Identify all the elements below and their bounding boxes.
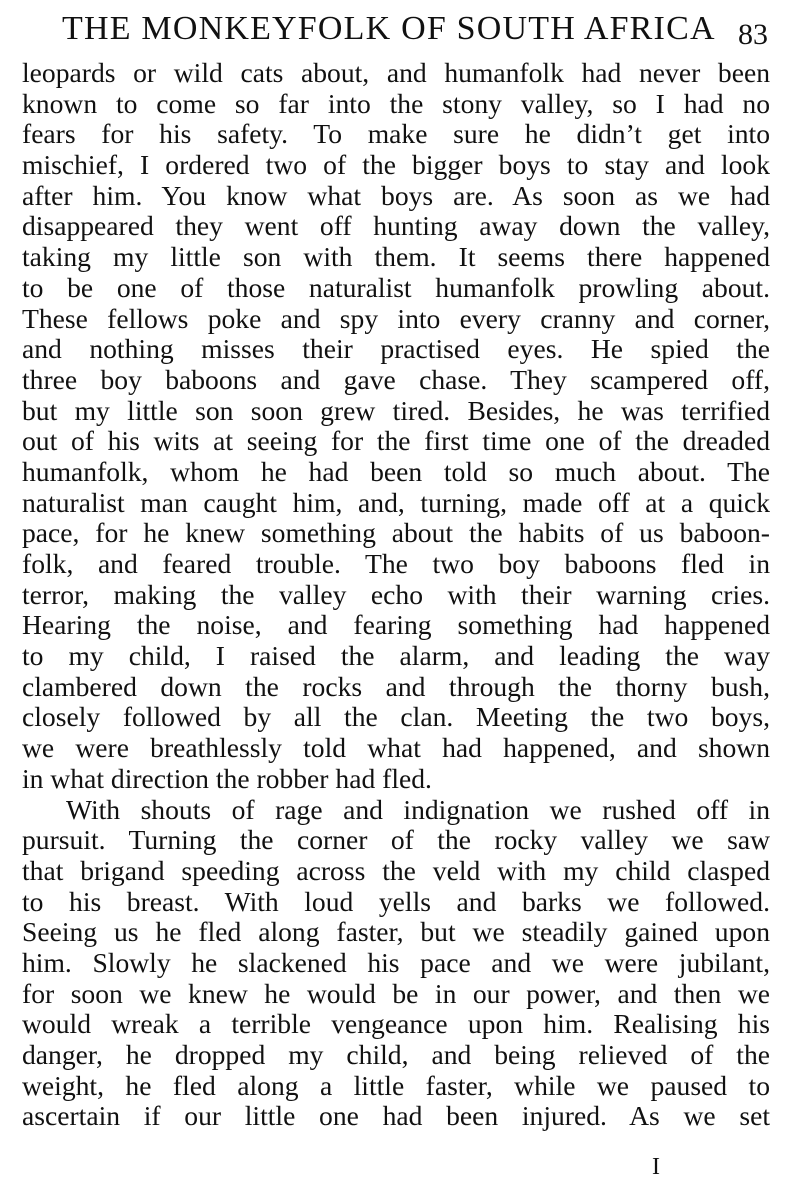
text-line: weight, he fled along a little faster, while we paused to	[22, 1070, 770, 1101]
text-line: Hearing the noise, and fearing something had happened	[22, 610, 770, 641]
text-line: pace, for he knew something about the habits of us baboon-	[22, 518, 770, 549]
page-number: 83	[738, 18, 768, 51]
text-line: we were breathlessly told what had happened, and shown	[22, 733, 770, 764]
text-line: taking my little son with them. It seems there happened	[22, 242, 770, 273]
text-line: terror, making the valley echo with their warning cries.	[22, 579, 770, 610]
text-line: mischief, I ordered two of the bigger boys to stay and look	[22, 150, 770, 181]
text-line: folk, and feared trouble. The two boy baboons fled in	[22, 549, 770, 579]
paragraph-2	[22, 795, 770, 1133]
text-line: to be one of those naturalist humanfolk prowling about.	[22, 272, 770, 303]
text-line: danger, he dropped my child, and being relieved of the	[22, 1040, 770, 1070]
text-line: leopards or wild cats about, and humanfolk had never been	[22, 58, 770, 88]
text-line: three boy baboons and gave chase. They scampered off,	[22, 364, 770, 395]
text-line: pursuit. Turning the corner of the rocky valley we saw	[22, 825, 770, 856]
text-line: closely followed by all the clan. Meeting the two boys,	[22, 702, 770, 733]
text-line: out of his wits at seeing for the first time one of the dreaded	[22, 426, 770, 457]
body-text	[22, 58, 770, 1132]
page-header	[0, 0, 795, 58]
text-line: These fellows poke and spy into every cranny and corner,	[22, 303, 770, 334]
text-line: him. Slowly he slackened his pace and we were jubilant,	[22, 947, 770, 978]
text-line: Seeing us he fled along faster, but we steadily gained upon	[22, 917, 770, 948]
text-line: humanfolk, whom he had been told so much about. The	[22, 456, 770, 487]
text-line: known to come so far into the stony valley, so I had no	[22, 88, 770, 119]
paragraph-1	[22, 58, 770, 795]
text-line: With shouts of rage and indignation we rushed off in	[66, 794, 770, 825]
text-line: disappeared they went off hunting away down the valley,	[22, 211, 770, 242]
text-line: that brigand speeding across the veld with my child clasped	[22, 855, 770, 886]
text-line: for soon we knew he would be in our power, and then we	[22, 978, 770, 1009]
text-line: clambered down the rocks and through the thorny bush,	[22, 671, 770, 702]
text-line: to my child, I raised the alarm, and leading the way	[22, 641, 770, 672]
text-line: and nothing misses their practised eyes. He spied the	[22, 334, 770, 365]
text-line: would wreak a terrible vengeance upon him. Realising his	[22, 1009, 770, 1040]
text-line: in what direction the robber had fled.	[22, 763, 432, 794]
text-line: after him. You know what boys are. As soon as we had	[22, 180, 770, 211]
signature-mark: I	[652, 1154, 660, 1180]
text-line: to his breast. With loud yells and barks we followed.	[22, 886, 770, 917]
text-line: ascertain if our little one had been injured. As we set	[22, 1101, 770, 1132]
running-title: THE MONKEYFOLK OF SOUTH AFRICA	[62, 10, 716, 47]
text-line: but my little son soon grew tired. Besides, he was terrified	[22, 395, 770, 426]
text-line: fears for his safety. To make sure he didn’t get into	[22, 119, 770, 150]
text-line: naturalist man caught him, and, turning, made off at a quick	[22, 487, 770, 518]
